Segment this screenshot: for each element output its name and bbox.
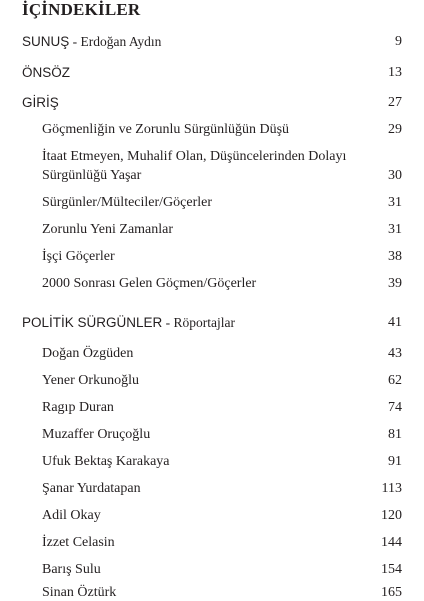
toc-interview-entry[interactable] (42, 453, 402, 470)
toc-entry-label: GİRİŞ (22, 95, 59, 110)
page-title: İÇİNDEKİLER (22, 0, 141, 19)
toc-entry-label: Sinan Öztürk (42, 585, 117, 600)
toc-page-number: 31 (388, 195, 402, 210)
toc-entry-label: Yener Orkunoğlu (42, 373, 139, 388)
toc-page-number: 27 (388, 95, 402, 110)
toc-page-number: 43 (388, 346, 402, 361)
toc-interview-entry[interactable] (42, 399, 402, 416)
toc-entry-label: İzzet Celasin (42, 535, 115, 550)
toc-entry-label: Zorunlu Yeni Zamanlar (42, 222, 174, 237)
toc-page-number: 9 (395, 34, 402, 49)
toc-interview-entry[interactable] (42, 480, 402, 497)
toc-entry-label: Muzaffer Oruçoğlu (42, 427, 151, 442)
toc-entry-label: Göçmenliğin ve Zorunlu Sürgünlüğün Düşü (42, 122, 290, 137)
toc-subentry[interactable] (42, 248, 402, 265)
toc-entry-giris[interactable] (22, 94, 402, 111)
toc-entry-label: Ufuk Bektaş Karakaya (42, 454, 170, 469)
toc-page-number: 81 (388, 427, 402, 442)
toc-page-number: 29 (388, 122, 402, 137)
toc-page-number: 39 (388, 276, 402, 291)
toc-entry-label: Şanar Yurdatapan (42, 481, 141, 496)
toc-entry-onsoz[interactable] (22, 64, 402, 81)
toc-entry-label: Barış Sulu (42, 562, 101, 577)
toc-page-number: 62 (388, 373, 402, 388)
toc-page-number: 41 (388, 315, 402, 330)
toc-page-number: 165 (381, 585, 402, 600)
toc-page-number: 144 (381, 535, 402, 550)
toc-interview-entry[interactable] (42, 534, 402, 551)
toc-entry-label: İşçi Göçerler (42, 249, 115, 264)
toc-interview-entry[interactable] (42, 426, 402, 443)
toc-page-number: 74 (388, 400, 402, 415)
toc-page-number: 38 (388, 249, 402, 264)
toc-entry-label: Sürgünler/Mülteciler/Göçerler (42, 195, 213, 210)
toc-page-number: 120 (381, 508, 402, 523)
toc-entry-sunus[interactable] (22, 33, 402, 50)
toc-entry-label: 2000 Sonrası Gelen Göçmen/Göçerler (42, 276, 257, 291)
toc-subentry[interactable] (42, 121, 402, 138)
toc-page-number: 31 (388, 222, 402, 237)
toc-entry-label: ÖNSÖZ (22, 65, 71, 80)
toc-subentry[interactable] (42, 275, 402, 292)
toc-entry-label: SUNUŞ - Erdoğan Aydın (22, 34, 162, 49)
toc-entry-label: İtaat Etmeyen, Muhalif Olan, Düşüncelerinden Dolayı (42, 149, 347, 164)
toc-interview-entry[interactable] (42, 345, 402, 362)
toc-page-number: 154 (381, 562, 402, 577)
toc-interview-entry[interactable] (42, 561, 402, 578)
toc-page-number: 13 (388, 65, 402, 80)
toc-page-number: 30 (388, 168, 402, 183)
toc-entry-politik-surgunler[interactable] (22, 314, 402, 331)
toc-interview-entry[interactable] (42, 372, 402, 389)
toc-subentry[interactable] (42, 148, 402, 184)
toc-subentry[interactable] (42, 221, 402, 238)
toc-entry-label: Ragıp Duran (42, 400, 114, 415)
toc-interview-entry[interactable] (42, 507, 402, 524)
toc-interview-entry[interactable] (42, 584, 402, 601)
toc-entry-label: Adil Okay (42, 508, 101, 523)
toc-page-number: 91 (388, 454, 402, 469)
toc-entry-label-line2: Sürgünlüğü Yaşar (42, 168, 142, 183)
toc-entry-label: Doğan Özgüden (42, 346, 134, 361)
toc-page-number: 113 (381, 481, 402, 496)
toc-subentry[interactable] (42, 194, 402, 211)
toc-entry-label: POLİTİK SÜRGÜNLER - Röportajlar (22, 315, 236, 330)
